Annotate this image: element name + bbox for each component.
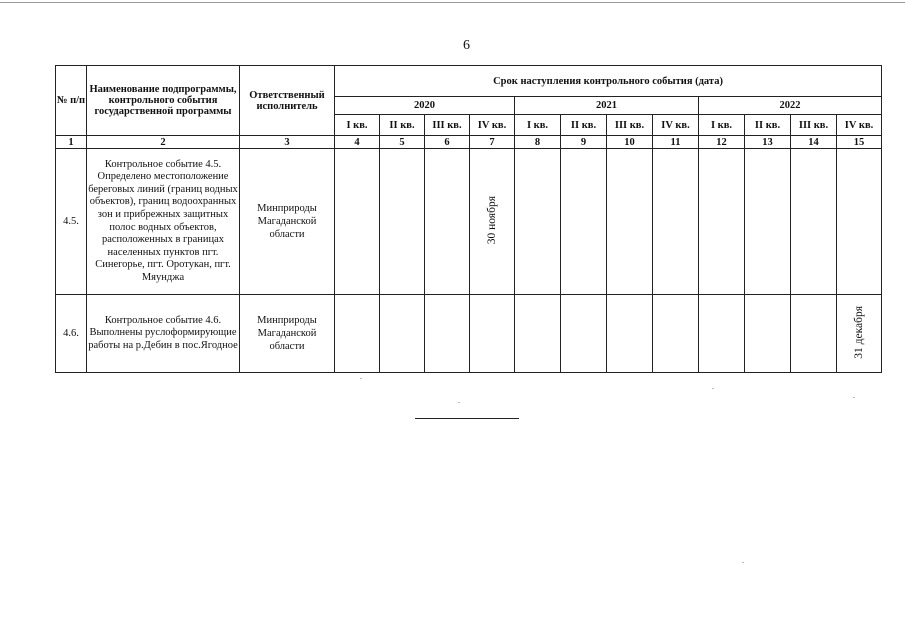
quarter-cell [470, 149, 515, 295]
quarter-cell [699, 149, 745, 295]
header-year-2021: 2021 [515, 97, 699, 115]
column-number: 14 [791, 136, 837, 149]
column-number: 11 [653, 136, 699, 149]
responsible-executor: Минприроды Магаданской области [240, 295, 335, 373]
event-description: Контрольное событие 4.6. Выполнены руслоформирующие работы на р.Дебин в пос.Ягодное [87, 295, 240, 373]
quarter-cell [607, 149, 653, 295]
quarter-cell [335, 295, 380, 373]
quarter-cell [791, 295, 837, 373]
quarter-cell [745, 295, 791, 373]
row-number: 4.6. [56, 295, 87, 373]
quarter-cell [607, 295, 653, 373]
column-number: 2 [87, 136, 240, 149]
column-number: 3 [240, 136, 335, 149]
header-year-2020: 2020 [335, 97, 515, 115]
header-quarter: I кв. [515, 115, 561, 136]
header-quarter: III кв. [791, 115, 837, 136]
quarter-cell [425, 295, 470, 373]
header-quarter: I кв. [335, 115, 380, 136]
header-quarter: III кв. [425, 115, 470, 136]
column-number: 4 [335, 136, 380, 149]
header-quarter: II кв. [561, 115, 607, 136]
column-number: 1 [56, 136, 87, 149]
table-row [56, 295, 882, 373]
header-quarter: II кв. [745, 115, 791, 136]
column-number: 7 [470, 136, 515, 149]
quarter-cell [515, 149, 561, 295]
end-rule [415, 418, 519, 419]
quarter-cell [791, 149, 837, 295]
header-year-2022: 2022 [699, 97, 882, 115]
column-number: 15 [837, 136, 882, 149]
header-quarter: IV кв. [653, 115, 699, 136]
column-number: 10 [607, 136, 653, 149]
quarter-cell [561, 149, 607, 295]
quarter-cell [470, 295, 515, 373]
page-top-rule [0, 2, 905, 3]
quarter-cell [335, 149, 380, 295]
table-row [56, 149, 882, 295]
header-name: Наименование подпрограммы, контрольного события государственной программы [87, 66, 240, 136]
quarter-cell [837, 149, 882, 295]
quarter-cell [380, 295, 425, 373]
column-number: 6 [425, 136, 470, 149]
header-quarter: IV кв. [470, 115, 515, 136]
header-quarter: IV кв. [837, 115, 882, 136]
control-events-table [55, 65, 882, 373]
column-number: 13 [745, 136, 791, 149]
quarter-cell [837, 295, 882, 373]
event-description: Контрольное событие 4.5. Определено местоположение береговых линий (границ водных объектов), границ водоохранных зон и прибрежных защитных полос водных объектов, расположенных в границах населенных пунктов пгт. Синегорье, пгт. Оротукан, пгт. Мяунджа [87, 149, 240, 295]
page-number: 6 [463, 38, 470, 53]
header-num: № п/п [56, 66, 87, 136]
event-date: 31 декабря [853, 305, 866, 359]
header-deadline: Срок наступления контрольного события (дата) [335, 66, 882, 97]
event-date: 30 ноября [486, 195, 498, 245]
quarter-cell [653, 295, 699, 373]
row-number: 4.5. [56, 149, 87, 295]
quarter-cell [425, 149, 470, 295]
quarter-cell [745, 149, 791, 295]
header-quarter: II кв. [380, 115, 425, 136]
responsible-executor: Минприроды Магаданской области [240, 149, 335, 295]
header-quarter: I кв. [699, 115, 745, 136]
quarter-cell [380, 149, 425, 295]
header-quarter: III кв. [607, 115, 653, 136]
quarter-cell [699, 295, 745, 373]
quarter-cell [515, 295, 561, 373]
quarter-cell [653, 149, 699, 295]
column-number: 5 [380, 136, 425, 149]
header-executor: Ответственный исполнитель [240, 66, 335, 136]
quarter-cell [561, 295, 607, 373]
column-number: 9 [561, 136, 607, 149]
column-number: 12 [699, 136, 745, 149]
column-number: 8 [515, 136, 561, 149]
